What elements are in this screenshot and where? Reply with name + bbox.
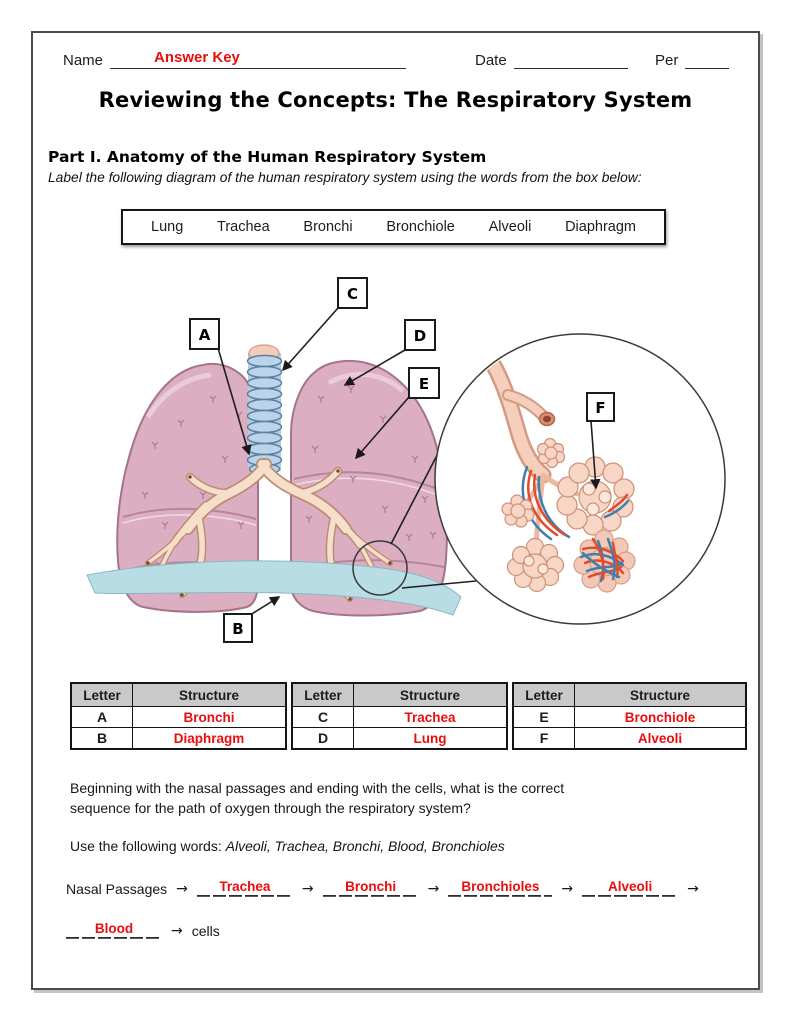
letter-header: Letter: [71, 683, 133, 707]
structure-answer: Bronchi: [133, 707, 287, 728]
per-label: Per: [655, 52, 679, 69]
letter-header: Letter: [292, 683, 354, 707]
date-blank: [514, 49, 628, 69]
answer-table-pair-3: [512, 682, 747, 750]
sequence-blank-blood: Blood: [66, 921, 162, 939]
per-field-group: [655, 49, 729, 69]
per-blank: [685, 49, 729, 69]
label-box-b: [224, 614, 252, 642]
date-label: Date: [475, 52, 507, 69]
name-answer: Answer Key: [154, 49, 240, 66]
structure-answer: Bronchiole: [575, 707, 747, 728]
answer-table-pair-1: [70, 682, 287, 750]
name-blank: [110, 49, 406, 69]
table-row: [513, 707, 746, 728]
arrow-glyph: →: [427, 881, 440, 897]
letter-cell: D: [292, 728, 354, 750]
leader-line-c: [283, 308, 338, 370]
label-box-c: [338, 278, 367, 308]
alveoli-inset: [435, 334, 725, 624]
sequence-blank-bronchi: Bronchi: [323, 879, 419, 897]
label-letter-a: A: [198, 326, 211, 344]
structure-header: Structure: [133, 683, 287, 707]
word-bank-item: Bronchi: [303, 219, 353, 235]
trachea: [248, 345, 282, 474]
sequence-blank-bronchioles: Bronchioles: [448, 879, 552, 897]
word-bank-item: Diaphragm: [565, 219, 636, 235]
worksheet-title: Reviewing the Concepts: The Respiratory System: [98, 88, 693, 112]
word-bank-item: Bronchiole: [386, 219, 455, 235]
word-bank-item: Alveoli: [488, 219, 532, 235]
table-row: [292, 707, 507, 728]
label-box-a: [190, 319, 219, 349]
arrow-glyph: →: [301, 881, 314, 897]
name-field-group: [63, 49, 406, 69]
structure-header: Structure: [575, 683, 747, 707]
label-box-d: [405, 320, 435, 350]
question-line-1: Beginning with the nasal passages and ending with the cells, what is the correct: [70, 780, 565, 796]
structure-header: Structure: [354, 683, 508, 707]
date-field-group: [475, 49, 628, 69]
use-words-label: Use the following words:: [70, 838, 222, 854]
part1-instructions: Label the following diagram of the human respiratory system using the words from the box below:: [48, 170, 642, 185]
sequence-start-label: Nasal Passages: [66, 881, 168, 897]
arrow-glyph: →: [171, 923, 183, 939]
sequence-line-2: [66, 921, 220, 939]
letter-cell: B: [71, 728, 133, 750]
question-line-2: sequence for the path of oxygen through the respiratory system?: [70, 799, 471, 816]
structure-answer: Trachea: [354, 707, 508, 728]
question-text: [70, 779, 564, 818]
word-bank: [121, 209, 666, 245]
structure-answer: Diaphragm: [133, 728, 287, 750]
table-row: [71, 728, 286, 750]
letter-cell: E: [513, 707, 575, 728]
label-letter-f: F: [595, 399, 606, 417]
sequence-line-1: [66, 879, 708, 897]
letter-cell: F: [513, 728, 575, 750]
answer-table-pair-2: [291, 682, 508, 750]
word-bank-item: Trachea: [217, 219, 270, 235]
letter-cell: C: [292, 707, 354, 728]
use-words-list: Alveoli, Trachea, Bronchi, Blood, Bronchioles: [225, 838, 505, 854]
arrow-glyph: →: [561, 881, 574, 897]
respiratory-system-diagram: [53, 267, 753, 673]
table-row: [71, 707, 286, 728]
worksheet-page: [31, 31, 760, 990]
table-row: [513, 728, 746, 750]
label-box-e: [409, 368, 439, 398]
table-row: [292, 728, 507, 750]
sequence-end-label: cells: [191, 923, 220, 939]
sequence-blank-alveoli: Alveoli: [582, 879, 678, 897]
arrow-glyph: →: [176, 881, 188, 897]
part1-heading: Part I. Anatomy of the Human Respiratory System: [48, 148, 487, 166]
answer-table: [70, 682, 747, 750]
word-bank-item: Lung: [151, 219, 184, 235]
label-letter-b: B: [232, 620, 244, 638]
use-words-line: [70, 838, 505, 854]
label-letter-c: C: [346, 285, 359, 303]
letter-header: Letter: [513, 683, 575, 707]
structure-answer: Lung: [354, 728, 508, 750]
label-box-f: [587, 393, 614, 421]
arrow-glyph: →: [687, 881, 699, 897]
label-letter-d: D: [413, 327, 427, 345]
structure-answer: Alveoli: [575, 728, 747, 750]
sequence-blank-trachea: Trachea: [197, 879, 293, 897]
label-letter-e: E: [418, 375, 430, 393]
letter-cell: A: [71, 707, 133, 728]
name-label: Name: [63, 52, 104, 69]
